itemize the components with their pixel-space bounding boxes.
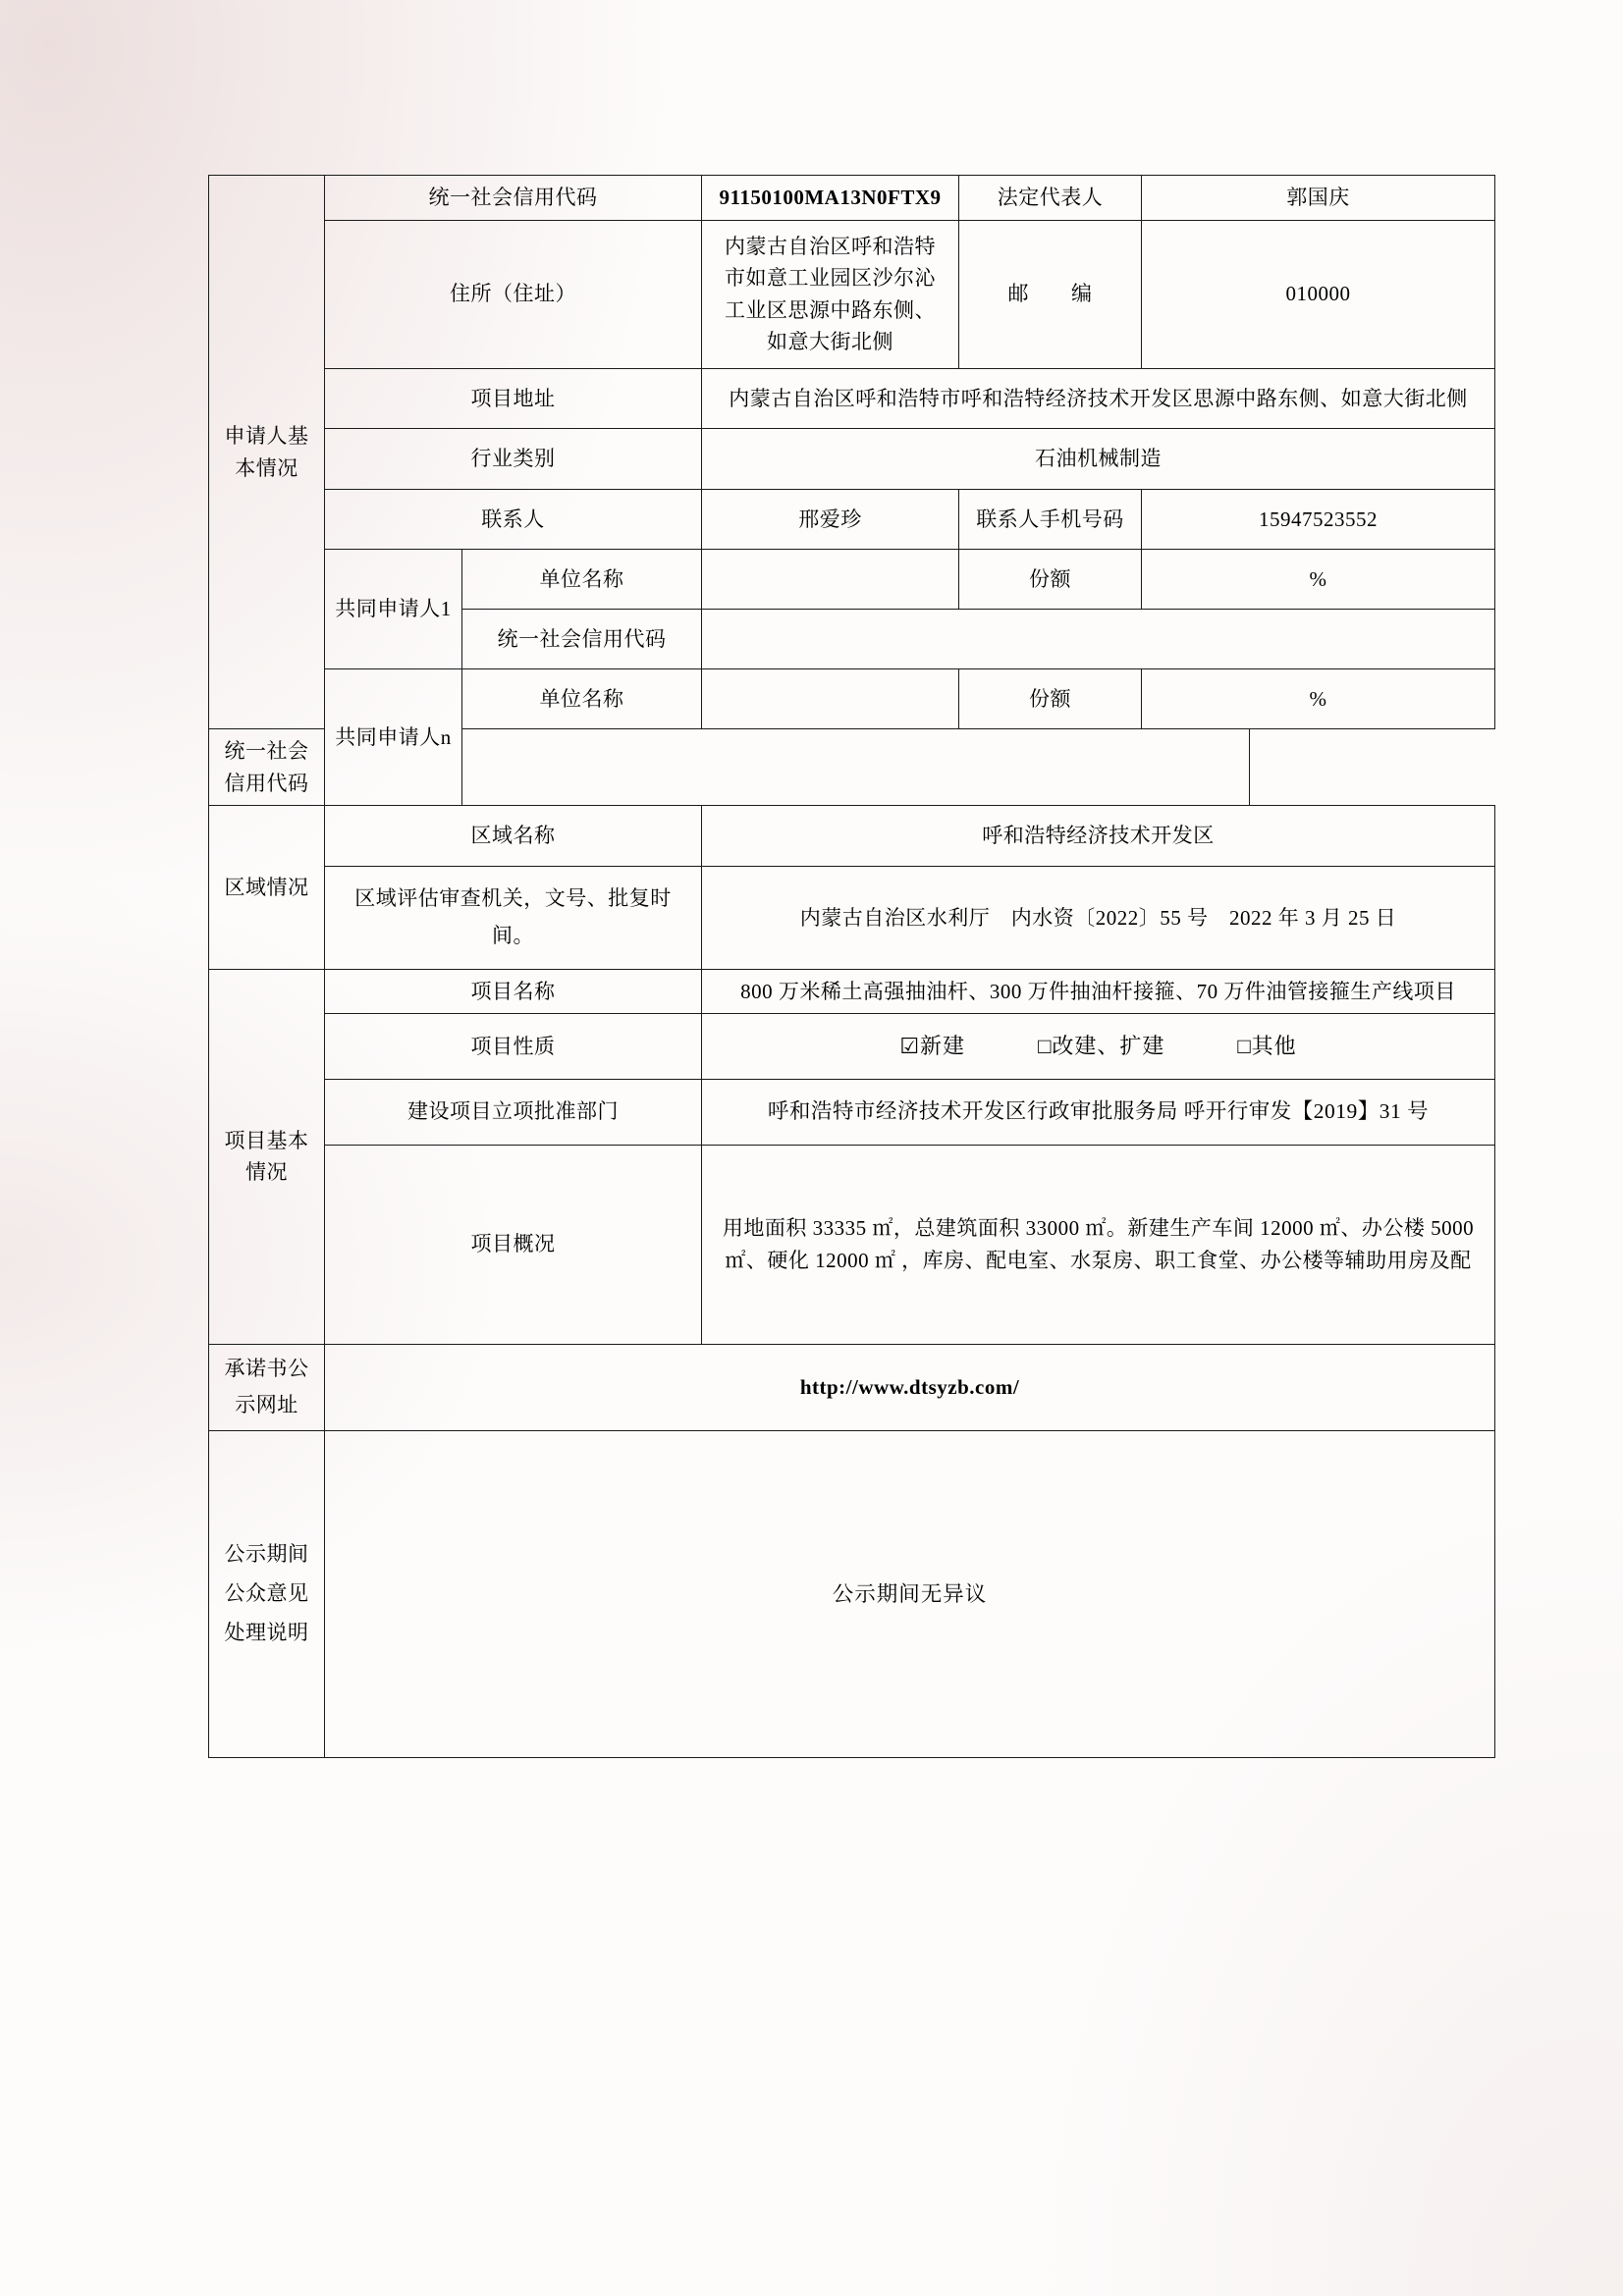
nature-option-new[interactable]: [899, 1030, 965, 1063]
table-row: [209, 1145, 1495, 1344]
label-contact-phone: 联系人手机号码: [959, 489, 1142, 550]
table-row: [209, 1344, 1495, 1431]
table-row: [209, 220, 1495, 368]
label-public-opinion: 公示期间公众意见处理说明: [209, 1431, 325, 1758]
section-label-region: 区域情况: [209, 806, 325, 969]
value-share-n: %: [1142, 669, 1495, 729]
table-row: [209, 669, 1495, 729]
label-postcode: 邮 编: [959, 220, 1142, 368]
table-row: [209, 176, 1495, 221]
value-share-1: %: [1142, 550, 1495, 610]
label-co-applicant-n: 共同申请人n: [325, 669, 462, 806]
label-share-1: 份额: [959, 550, 1142, 610]
value-approval-dept: 呼和浩特市经济技术开发区行政审批服务局 呼开行审发【2019】31 号: [702, 1080, 1495, 1145]
table-row: [209, 489, 1495, 550]
value-legal-rep: 郭国庆: [1142, 176, 1495, 221]
nature-option-new-label: 新建: [920, 1034, 966, 1059]
value-project-address: 内蒙古自治区呼和浩特市呼和浩特经济技术开发区思源中路东侧、如意大街北侧: [702, 368, 1495, 429]
label-region-review: 区域评估审查机关，文号、批复时间。: [325, 867, 702, 970]
table-row: [209, 1014, 1495, 1080]
application-form-table: [208, 175, 1495, 1758]
value-address: 内蒙古自治区呼和浩特市如意工业园区沙尔沁工业区思源中路东侧、如意大街北侧: [702, 220, 959, 368]
value-project-overview: 用地面积 33335 ㎡，总建筑面积 33000 ㎡。新建生产车间 12000 ㎡、办公楼 5000 ㎡、硬化 12000 ㎡ ，库房、配电室、水泵房、职工食堂、办公楼等辅助用房及配: [702, 1145, 1495, 1344]
checkbox-checked-icon[interactable]: ☑: [899, 1034, 921, 1059]
table-row: [209, 867, 1495, 970]
label-project-nature: 项目性质: [325, 1014, 702, 1080]
value-unit-name-n: [702, 669, 959, 729]
checkbox-empty-icon[interactable]: □: [1038, 1034, 1053, 1059]
value-co-credit-code-n: [462, 729, 1250, 806]
table-row: [209, 1080, 1495, 1145]
label-co-applicant-1: 共同申请人1: [325, 550, 462, 669]
value-industry: 石油机械制造: [702, 429, 1495, 490]
label-share-n: 份额: [959, 669, 1142, 729]
value-credit-code: 91150100MA13N0FTX9: [702, 176, 959, 221]
project-nature-options: [702, 1014, 1495, 1080]
nature-option-rebuild[interactable]: [1038, 1030, 1164, 1063]
label-address: 住所（住址）: [325, 220, 702, 368]
value-unit-name-1: [702, 550, 959, 610]
value-public-opinion: 公示期间无异议: [325, 1431, 1495, 1758]
value-co-credit-code-1: [702, 610, 1495, 669]
label-unit-name-n: 单位名称: [462, 669, 702, 729]
label-commitment-url: 承诺书公示网址: [209, 1344, 325, 1431]
table-row: [209, 969, 1495, 1014]
value-region-review: 内蒙古自治区水利厅 内水资〔2022〕55 号 2022 年 3 月 25 日: [702, 867, 1495, 970]
value-contact: 邢爱珍: [702, 489, 959, 550]
label-region-name: 区域名称: [325, 806, 702, 867]
section-label-project: 项目基本情况: [209, 969, 325, 1344]
value-region-name: 呼和浩特经济技术开发区: [702, 806, 1495, 867]
form-sheet: [208, 175, 1494, 1758]
value-project-name: 800 万米稀土高强抽油杆、300 万件抽油杆接箍、70 万件油管接箍生产线项目: [702, 969, 1495, 1014]
label-unit-name-1: 单位名称: [462, 550, 702, 610]
label-project-address: 项目地址: [325, 368, 702, 429]
value-commitment-url[interactable]: http://www.dtsyzb.com/: [325, 1344, 1495, 1431]
table-row: [209, 429, 1495, 490]
label-industry: 行业类别: [325, 429, 702, 490]
table-row: [209, 1431, 1495, 1758]
label-credit-code: 统一社会信用代码: [325, 176, 702, 221]
nature-option-other[interactable]: [1237, 1030, 1296, 1063]
checkbox-empty-icon-2[interactable]: □: [1237, 1034, 1252, 1059]
section-label-applicant: 申请人基本情况: [209, 176, 325, 729]
nature-option-other-label: 其他: [1251, 1034, 1297, 1059]
nature-option-rebuild-label: 改建、扩建: [1052, 1034, 1165, 1059]
label-approval-dept: 建设项目立项批准部门: [325, 1080, 702, 1145]
label-project-overview: 项目概况: [325, 1145, 702, 1344]
table-row: [209, 550, 1495, 610]
label-legal-rep: 法定代表人: [959, 176, 1142, 221]
table-row: [209, 806, 1495, 867]
label-co-credit-code-1: 统一社会信用代码: [462, 610, 702, 669]
value-contact-phone: 15947523552: [1142, 489, 1495, 550]
label-contact: 联系人: [325, 489, 702, 550]
table-row: [209, 368, 1495, 429]
value-postcode: 010000: [1142, 220, 1495, 368]
label-project-name: 项目名称: [325, 969, 702, 1014]
label-co-credit-code-n: 统一社会信用代码: [209, 729, 325, 806]
